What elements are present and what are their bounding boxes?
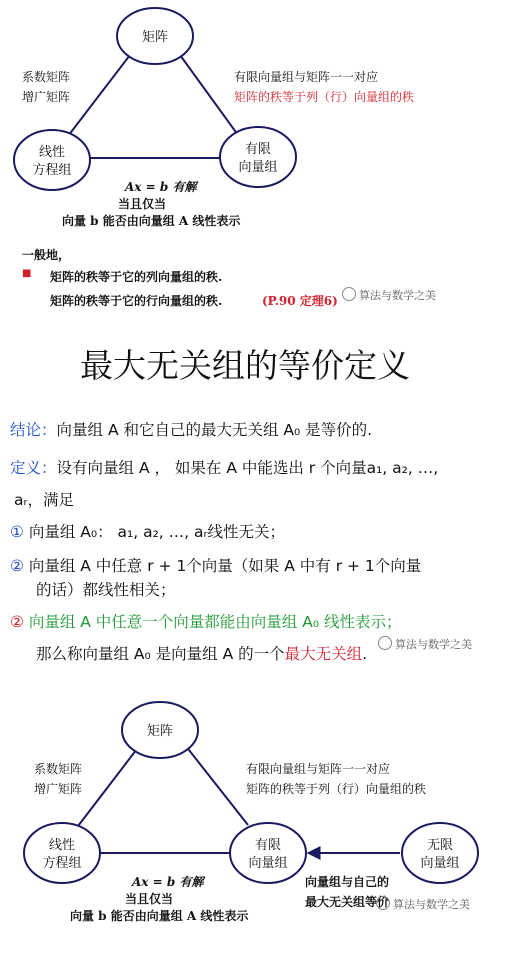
node2-matrix-label: 矩阵 [146, 724, 174, 739]
item-3-number: ② [10, 613, 24, 631]
d2-arrow-label-2: 最大无关组等价 [305, 895, 390, 909]
node-left-line2: 方程组 [32, 163, 72, 178]
bullet-square-icon: ■ [22, 268, 32, 279]
definition-text: 设有向量组 A ， 如果在 A 中能选出 r 个向量a₁, a₂, …, [56, 459, 439, 477]
conclusion-text: 向量组 A 和它自己的最大无关组 A₀ 是等价的. [56, 421, 373, 439]
watermark-3: 算法与数学之美 [376, 896, 470, 912]
general-heading: 一般地， [22, 248, 71, 262]
watermark-2: 算法与数学之美 [378, 636, 472, 652]
bottom-line-1: Ax = b 有解 [125, 180, 197, 194]
d2-right-edge-label-2: 矩阵的秩等于列（行）向量组的秩 [246, 782, 427, 796]
node2-left-line1: 线性 [48, 838, 76, 853]
wechat-icon [376, 896, 390, 910]
d2-left-edge-label-2: 增广矩阵 [34, 782, 83, 796]
node2-right-line2: 向量组 [420, 856, 460, 871]
definition-label: 定义： [10, 459, 57, 477]
general-line-2: 矩阵的秩等于它的行向量组的秩. [50, 294, 223, 308]
general-line-1: 矩阵的秩等于它的列向量组的秩. [50, 270, 223, 284]
node2-mid-line2: 向量组 [248, 856, 288, 871]
final-post: . [362, 645, 368, 663]
item-2-number: ② [10, 557, 24, 575]
left-edge-label-1: 系数矩阵 [22, 70, 71, 84]
node2-right-line1: 无限 [426, 838, 454, 853]
item-3-text: 向量组 A 中任意一个向量都能由向量组 A₀ 线性表示； [28, 613, 402, 631]
node-right-line2: 向量组 [238, 160, 278, 175]
item-1-text: 向量组 A₀： a₁, a₂, …, aᵣ线性无关； [28, 523, 286, 541]
node-matrix-label: 矩阵 [141, 30, 169, 45]
right-edge-label-1: 有限向量组与矩阵一一对应 [234, 70, 379, 84]
item-2-text-line1: 向量组 A 中任意 r + 1个向量（如果 A 中有 r + 1个向量 [28, 557, 422, 575]
edge2-matrix-vectors [185, 745, 248, 825]
node-left-line1: 线性 [38, 145, 66, 160]
theorem-reference: (P.90 定理6) [262, 294, 338, 308]
node-right-line1: 有限 [244, 142, 272, 157]
edge2-matrix-equations [75, 745, 140, 830]
final-highlight: 最大无关组 [284, 645, 363, 663]
node2-linear-equations [24, 823, 100, 883]
item-2-text-line2: 的话）都线性相关； [36, 581, 176, 599]
node2-left-line2: 方程组 [42, 856, 82, 871]
d2-bottom-line-3: 向量 b 能否由向量组 A 线性表示 [70, 909, 249, 923]
item-1-number: ① [10, 523, 24, 541]
final-pre: 那么称向量组 A₀ 是向量组 A 的一个 [36, 645, 285, 663]
conclusion-label: 结论： [10, 421, 57, 439]
watermark-1: 算法与数学之美 [342, 287, 436, 303]
definition-text-2: aᵣ，满足 [14, 491, 75, 509]
bottom-line-2: 当且仅当 [118, 197, 167, 211]
d2-bottom-line-1: Ax = b 有解 [132, 875, 204, 889]
node2-finite-vectors [230, 823, 306, 883]
bottom-line-3: 向量 b 能否由向量组 A 线性表示 [62, 214, 241, 228]
node2-infinite-vectors [402, 823, 478, 883]
d2-left-edge-label-1: 系数矩阵 [34, 762, 83, 776]
d2-bottom-line-2: 当且仅当 [125, 892, 174, 906]
d2-right-edge-label-1: 有限向量组与矩阵一一对应 [246, 762, 391, 776]
node2-mid-line1: 有限 [254, 838, 282, 853]
right-edge-label-2: 矩阵的秩等于列（行）向量组的秩 [234, 90, 415, 104]
d2-arrow-label-1: 向量组与自己的 [305, 875, 390, 889]
section-title: 最大无关组的等价定义 [80, 346, 410, 385]
left-edge-label-2: 增广矩阵 [22, 90, 71, 104]
